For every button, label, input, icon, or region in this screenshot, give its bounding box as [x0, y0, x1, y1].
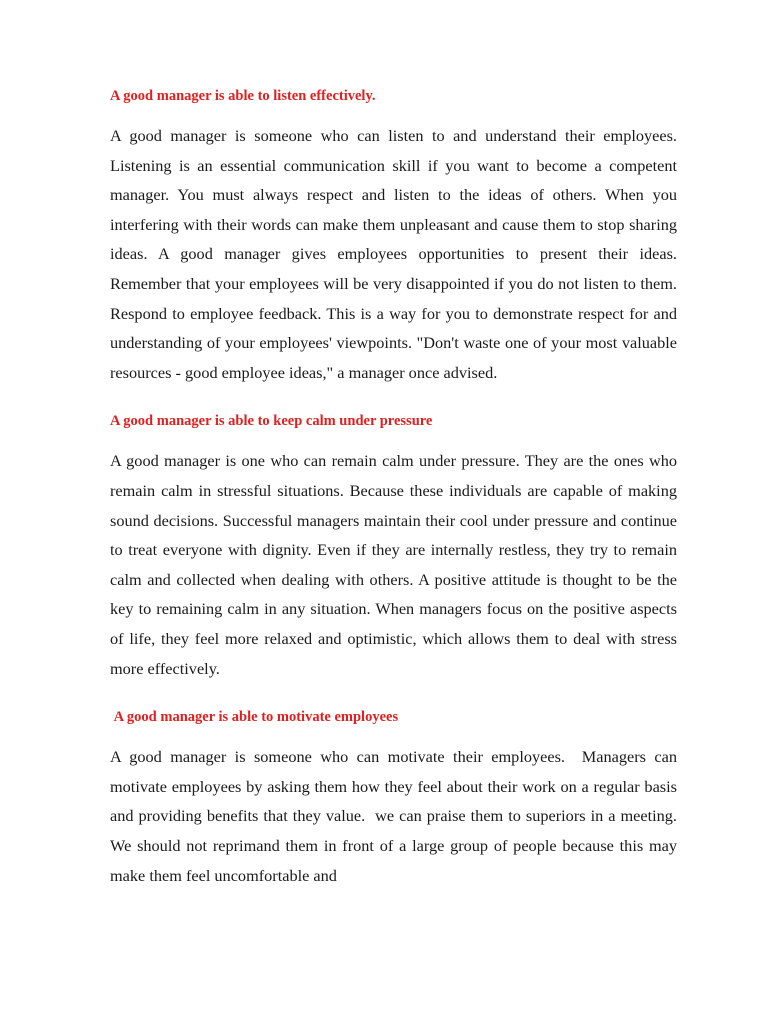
- section-heading-motivate-employees: A good manager is able to motivate employees: [110, 709, 399, 726]
- section-paragraph-listen-effectively: A good manager is someone who can listen to and understand their employees. Listening is an essential communication skill if you want to become a competent manager. You must always respect and listen to the ideas of others. When you interfering with their words can make them unpleasant and cause them to stop sharing ideas. A good manager gives employees opportunities to present their ideas. Remember that your employees will be very disappointed if you do not listen to them. Respond to employee feedback. This is a way for you to demonstrate respect for and understanding of your employees' viewpoints. "Don't waste one of your most valuable resources - good employee ideas," a manager once advised.: [110, 126, 682, 382]
- section-heading-listen-effectively: A good manager is able to listen effectively.: [110, 88, 376, 104]
- document-body: [110, 86, 682, 890]
- section-heading-keep-calm-under-pressure: A good manager is able to keep calm under pressure: [110, 413, 433, 430]
- section-paragraph-keep-calm-under-pressure: A good manager is one who can remain calm under pressure. They are the ones who remain calm in stressful situations. Because these individuals are capable of making sound decisions. Successful managers maintain their cool under pressure and continue to treat everyone with dignity. Even if they are internally restless, they try to remain calm and collected when dealing with others. A positive attitude is thought to be the key to remaining calm in any situation. When managers focus on the positive aspects of life, they feel more relaxed and optimistic, which allows them to deal with stress more effectively.: [110, 451, 682, 678]
- section-paragraph-motivate-employees: A good manager is someone who can motivate their employees. Managers can motivate employees by asking them how they feel about their work on a regular basis and providing benefits that they value. we can praise them to superiors in a meeting. We should not reprimand them in front of a large group of people because this may make them feel uncomfortable and: [110, 747, 682, 885]
